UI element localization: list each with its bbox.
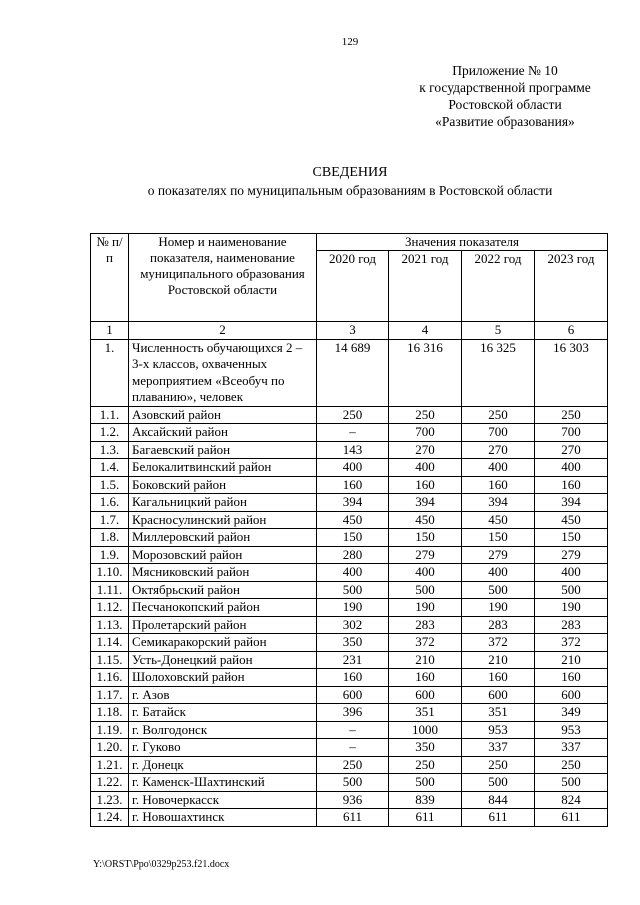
row-number: 1.18. xyxy=(91,704,129,722)
table-row xyxy=(91,774,608,792)
row-value: 400 xyxy=(317,564,389,582)
table-row xyxy=(91,616,608,634)
row-value: 400 xyxy=(462,459,535,477)
table-row xyxy=(91,686,608,704)
row-name: Миллеровский район xyxy=(129,529,317,547)
row-number: 1.24. xyxy=(91,809,129,827)
appendix-line-4: «Развитие образования» xyxy=(435,114,575,129)
header-values-group: Значения показателя xyxy=(317,234,608,251)
row-name: г. Каменск-Шахтинский xyxy=(129,774,317,792)
row-value: 270 xyxy=(389,441,462,459)
row-value: 283 xyxy=(389,616,462,634)
row-value: 450 xyxy=(317,511,389,529)
row-value: 210 xyxy=(389,651,462,669)
row-value: 500 xyxy=(389,581,462,599)
row-value: 600 xyxy=(462,686,535,704)
row-value: 500 xyxy=(317,774,389,792)
table-row xyxy=(91,739,608,757)
row-value: 400 xyxy=(535,564,608,582)
row-value: 143 xyxy=(317,441,389,459)
indicators-table xyxy=(90,233,608,827)
row-name: Семикаракорский район xyxy=(129,634,317,652)
row-number: 1.19. xyxy=(91,721,129,739)
row-number: 1.4. xyxy=(91,459,129,477)
row-number: 1.22. xyxy=(91,774,129,792)
table-row xyxy=(91,704,608,722)
row-value: 160 xyxy=(535,476,608,494)
row-value: 600 xyxy=(389,686,462,704)
table-row xyxy=(91,651,608,669)
header-year: 2021 год xyxy=(389,251,462,322)
row-number: 1.2. xyxy=(91,424,129,442)
row-number: 1.23. xyxy=(91,791,129,809)
row-value: 160 xyxy=(317,669,389,687)
row-number: 1.20. xyxy=(91,739,129,757)
row-number: 1.11. xyxy=(91,581,129,599)
table-row xyxy=(91,599,608,617)
row-value: 150 xyxy=(317,529,389,547)
column-number: 2 xyxy=(129,322,317,340)
row-number: 1.7. xyxy=(91,511,129,529)
row-value: 351 xyxy=(389,704,462,722)
row-name: Аксайский район xyxy=(129,424,317,442)
row-value: 250 xyxy=(389,406,462,424)
row-value: 394 xyxy=(462,494,535,512)
table-row xyxy=(91,529,608,547)
row-value: 150 xyxy=(389,529,462,547)
row-value: 160 xyxy=(317,476,389,494)
row-number: 1.5. xyxy=(91,476,129,494)
indicator-row xyxy=(91,339,608,406)
header-name: Номер и наименование показателя, наименование муниципального образования Ростовской области xyxy=(129,234,317,322)
row-value: 283 xyxy=(462,616,535,634)
header-year: 2020 год xyxy=(317,251,389,322)
row-value: 611 xyxy=(462,809,535,827)
row-number: 1.14. xyxy=(91,634,129,652)
table-row xyxy=(91,511,608,529)
row-value: 270 xyxy=(535,441,608,459)
header-year: 2022 год xyxy=(462,251,535,322)
row-number: 1.8. xyxy=(91,529,129,547)
row-value: 160 xyxy=(389,476,462,494)
appendix-line-1: Приложение № 10 xyxy=(452,63,558,78)
row-value: 611 xyxy=(535,809,608,827)
row-name: Кагальницкий район xyxy=(129,494,317,512)
row-value: 190 xyxy=(535,599,608,617)
row-name: г. Новошахтинск xyxy=(129,809,317,827)
row-value: 279 xyxy=(462,546,535,564)
row-value: 372 xyxy=(462,634,535,652)
row-number: 1.17. xyxy=(91,686,129,704)
row-value: 150 xyxy=(535,529,608,547)
row-value: 936 xyxy=(317,791,389,809)
table-row xyxy=(91,756,608,774)
row-name: Октябрьский район xyxy=(129,581,317,599)
row-value: 611 xyxy=(317,809,389,827)
row-number: 1.10. xyxy=(91,564,129,582)
row-value: 350 xyxy=(389,739,462,757)
row-value: 337 xyxy=(462,739,535,757)
row-number: 1.16. xyxy=(91,669,129,687)
row-value: 700 xyxy=(389,424,462,442)
document-title: СВЕДЕНИЯ xyxy=(312,165,388,180)
row-value: 450 xyxy=(462,511,535,529)
row-value: – xyxy=(317,739,389,757)
table-row xyxy=(91,494,608,512)
row-value: 396 xyxy=(317,704,389,722)
appendix-line-3: Ростовской области xyxy=(448,97,562,112)
row-number: 1.12. xyxy=(91,599,129,617)
row-value: 16 303 xyxy=(535,339,608,406)
row-value: 400 xyxy=(317,459,389,477)
row-name: Боковский район xyxy=(129,476,317,494)
row-name: Усть-Донецкий район xyxy=(129,651,317,669)
row-value: 160 xyxy=(462,669,535,687)
row-name: Красносулинский район xyxy=(129,511,317,529)
row-value: 600 xyxy=(535,686,608,704)
row-name: г. Донецк xyxy=(129,756,317,774)
row-value: 250 xyxy=(317,406,389,424)
row-value: 372 xyxy=(389,634,462,652)
row-value: 190 xyxy=(389,599,462,617)
row-value: 400 xyxy=(462,564,535,582)
row-value: 700 xyxy=(535,424,608,442)
table-row xyxy=(91,634,608,652)
table-row xyxy=(91,791,608,809)
row-name: г. Батайск xyxy=(129,704,317,722)
row-name: Шолоховский район xyxy=(129,669,317,687)
header-year: 2023 год xyxy=(535,251,608,322)
row-number: 1.21. xyxy=(91,756,129,774)
table-row xyxy=(91,669,608,687)
row-name: г. Волгодонск xyxy=(129,721,317,739)
table-row xyxy=(91,564,608,582)
row-value: 400 xyxy=(389,564,462,582)
row-value: 16 316 xyxy=(389,339,462,406)
row-value: 250 xyxy=(462,756,535,774)
row-value: 824 xyxy=(535,791,608,809)
row-value: 394 xyxy=(535,494,608,512)
column-number: 6 xyxy=(535,322,608,340)
row-value: 190 xyxy=(317,599,389,617)
row-value: 279 xyxy=(389,546,462,564)
row-value: 611 xyxy=(389,809,462,827)
row-value: 400 xyxy=(535,459,608,477)
row-value: 250 xyxy=(389,756,462,774)
table-row xyxy=(91,459,608,477)
row-name: Азовский район xyxy=(129,406,317,424)
row-value: 450 xyxy=(535,511,608,529)
table-row xyxy=(91,406,608,424)
row-name: Пролетарский район xyxy=(129,616,317,634)
row-value: 190 xyxy=(462,599,535,617)
row-value: 450 xyxy=(389,511,462,529)
row-value: 160 xyxy=(462,476,535,494)
table-row xyxy=(91,441,608,459)
row-value: 953 xyxy=(462,721,535,739)
row-value: 394 xyxy=(389,494,462,512)
row-value: 14 689 xyxy=(317,339,389,406)
row-value: 150 xyxy=(462,529,535,547)
row-value: 250 xyxy=(317,756,389,774)
appendix-block xyxy=(400,62,610,130)
table-row xyxy=(91,721,608,739)
row-value: 372 xyxy=(535,634,608,652)
row-name: Мясниковский район xyxy=(129,564,317,582)
row-value: 839 xyxy=(389,791,462,809)
row-value: 351 xyxy=(462,704,535,722)
document-subtitle: о показателях по муниципальным образованиям в Ростовской области xyxy=(147,183,553,198)
table-row xyxy=(91,809,608,827)
row-value: 231 xyxy=(317,651,389,669)
row-name: г. Азов xyxy=(129,686,317,704)
table-header-row xyxy=(91,234,608,251)
row-value: 250 xyxy=(462,406,535,424)
row-value: 394 xyxy=(317,494,389,512)
file-path-footer: Y:\ORST\Ppo\0329p253.f21.docx xyxy=(93,859,230,870)
row-value: 210 xyxy=(462,651,535,669)
row-value: 349 xyxy=(535,704,608,722)
row-value: 500 xyxy=(462,774,535,792)
row-name: Численность обучающихся 2 – 3-х классов, охваченных мероприятием «Всеобуч по плаванию», человек xyxy=(129,339,317,406)
row-value: 700 xyxy=(462,424,535,442)
row-value: 500 xyxy=(389,774,462,792)
row-value: 500 xyxy=(317,581,389,599)
column-number: 4 xyxy=(389,322,462,340)
table-row xyxy=(91,546,608,564)
row-value: 844 xyxy=(462,791,535,809)
row-value: 160 xyxy=(535,669,608,687)
column-number: 3 xyxy=(317,322,389,340)
row-value: 270 xyxy=(462,441,535,459)
row-name: Белокалитвинский район xyxy=(129,459,317,477)
row-value: 1000 xyxy=(389,721,462,739)
row-number: 1.13. xyxy=(91,616,129,634)
table-row xyxy=(91,424,608,442)
row-value: 302 xyxy=(317,616,389,634)
row-value: 500 xyxy=(462,581,535,599)
row-value: 280 xyxy=(317,546,389,564)
row-value: 279 xyxy=(535,546,608,564)
row-value: 160 xyxy=(389,669,462,687)
row-name: Морозовский район xyxy=(129,546,317,564)
table-row xyxy=(91,581,608,599)
row-number: 1.9. xyxy=(91,546,129,564)
row-value: – xyxy=(317,424,389,442)
column-number-row xyxy=(91,322,608,340)
page-number: 129 xyxy=(341,36,359,48)
row-number: 1.6. xyxy=(91,494,129,512)
row-value: 350 xyxy=(317,634,389,652)
column-number: 1 xyxy=(91,322,129,340)
row-value: – xyxy=(317,721,389,739)
row-number: 1. xyxy=(91,339,129,406)
row-value: 400 xyxy=(389,459,462,477)
row-value: 500 xyxy=(535,581,608,599)
row-name: г. Новочеркасск xyxy=(129,791,317,809)
row-value: 210 xyxy=(535,651,608,669)
row-value: 337 xyxy=(535,739,608,757)
row-number: 1.3. xyxy=(91,441,129,459)
row-name: Багаевский район xyxy=(129,441,317,459)
row-value: 953 xyxy=(535,721,608,739)
row-value: 500 xyxy=(535,774,608,792)
table-row xyxy=(91,476,608,494)
column-number: 5 xyxy=(462,322,535,340)
header-num: № п/п xyxy=(91,234,129,322)
row-number: 1.15. xyxy=(91,651,129,669)
row-value: 16 325 xyxy=(462,339,535,406)
appendix-line-2: к государственной программе xyxy=(419,80,591,95)
row-value: 283 xyxy=(535,616,608,634)
row-value: 600 xyxy=(317,686,389,704)
row-number: 1.1. xyxy=(91,406,129,424)
row-name: Песчанокопский район xyxy=(129,599,317,617)
row-name: г. Гуково xyxy=(129,739,317,757)
row-value: 250 xyxy=(535,756,608,774)
row-value: 250 xyxy=(535,406,608,424)
